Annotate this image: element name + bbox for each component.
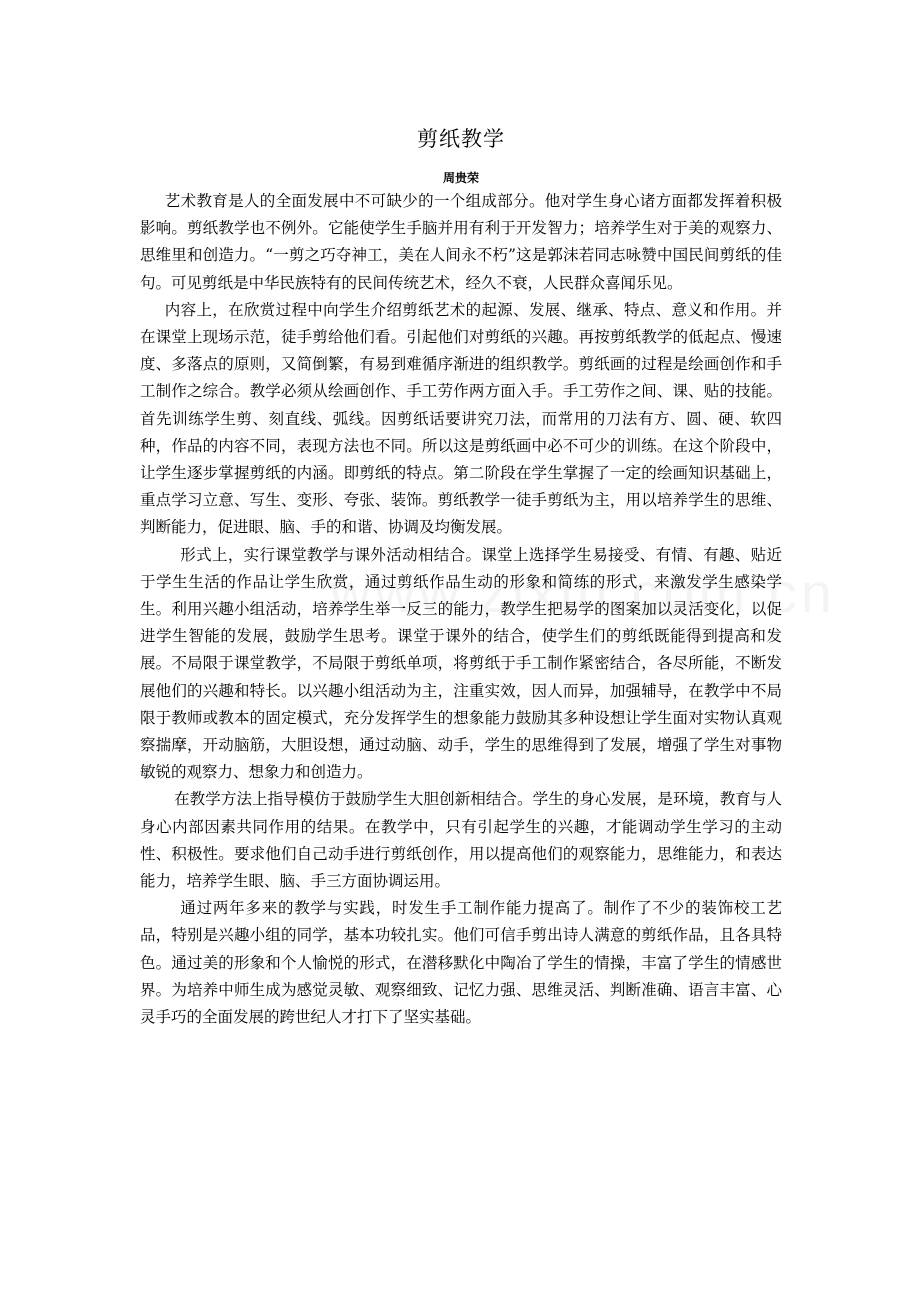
- document-page: [140, 118, 782, 1031]
- paragraph-intro: 艺术教育是人的全面发展中不可缺少的一个组成部分。他对学生身心诸方面都发挥着积极影响。剪纸教学也不例外。它能使学生手脑并用有利于开发智力；培养学生对于美的观察力、思维里和创造力。“一剪之巧夺神工，美在人间永不朽”这是郭沫若同志咏赞中国民间剪纸的佳句。可见剪纸是中华民族特有的民间传统艺术，经久不衰，人民群众喜闻乐见。: [140, 192, 782, 292]
- document-author: 周贵荣: [442, 171, 479, 185]
- paragraph-form: 形式上，实行课堂教学与课外活动相结合。课堂上选择学生易接受、有情、有趣、贴近于学生生活的作品让学生欣赏，通过剪纸作品生动的形象和简练的形式，来激发学生感染学生。利用兴趣小组活动，培养学生举一反三的能力，教学生把易学的图案加以灵活变化，以促进学生智能的发展，鼓励学生思考。课堂于课外的结合，使学生们的剪纸既能得到提高和发展。不局限于课堂教学，不局限于剪纸单项，将剪纸于手工制作紧密结合，各尽所能，不断发展他们的兴趣和特长。以兴趣小组活动为主，注重实效，因人而异，加强辅导，在教学中不局限于教师或教本的固定模式，充分发挥学生的想象能力鼓励其多种设想让学生面对实物认真观察揣摩，开动脑筋，大胆设想，通过动脑、动手，学生的思维得到了发展，增强了学生对事物敏锐的观察力、想象力和创造力。: [140, 545, 782, 782]
- document-title: 剪纸教学: [417, 128, 505, 151]
- paragraph-results: 通过两年多来的教学与实践，时发生手工制作能力提高了。制作了不少的装饰校工艺品，特别是兴趣小组的同学，基本功较扎实。他们可信手剪出诗人满意的剪纸作品，且各具特色。通过美的形象和个人愉悦的形式，在潜移默化中陶冶了学生的情操，丰富了学生的情感世界。为培养中师生成为感觉灵敏、观察细致、记忆力强、思维灵活、判断准确、语言丰富、心灵手巧的全面发展的跨世纪人才打下了坚实基础。: [140, 899, 782, 1027]
- paragraph-content: 内容上，在欣赏过程中向学生介绍剪纸艺术的起源、发展、继承、特点、意义和作用。并在课堂上现场示范，徒手剪给他们看。引起他们对剪纸的兴趣。再按剪纸教学的低起点、慢速度、多落点的原则，又简倒繁，有易到难循序渐进的组织教学。剪纸画的过程是绘画创作和手工制作之综合。教学必须从绘画创作、手工劳作两方面入手。手工劳作之间、课、贴的技能。首先训练学生剪、刻直线、弧线。因剪纸话要讲究刀法，而常用的刀法有方、圆、硬、软四种，作品的内容不同，表现方法也不同。所以这是剪纸画中必不可少的训练。在这个阶段中，让学生逐步掌握剪纸的内涵。即剪纸的特点。第二阶段在学生掌握了一定的绘画知识基础上，重点学习立意、写生、变形、夸张、装饰。剪纸教学一徒手剪纸为主，用以培养学生的思维、判断能力，促进眼、脑、手的和谐、协调及均衡发展。: [140, 300, 782, 537]
- paragraph-method: 在教学方法上指导模仿于鼓励学生大胆创新相结合。学生的身心发展，是环境，教育与人身心内部因素共同作用的结果。在教学中，只有引起学生的兴趣，才能调动学生学习的主动性、积极性。要求他们自己动手进行剪纸创作，用以提高他们的观察能力，思维能力，和表达能力，培养学生眼、脑、手三方面协调运用。: [140, 790, 782, 891]
